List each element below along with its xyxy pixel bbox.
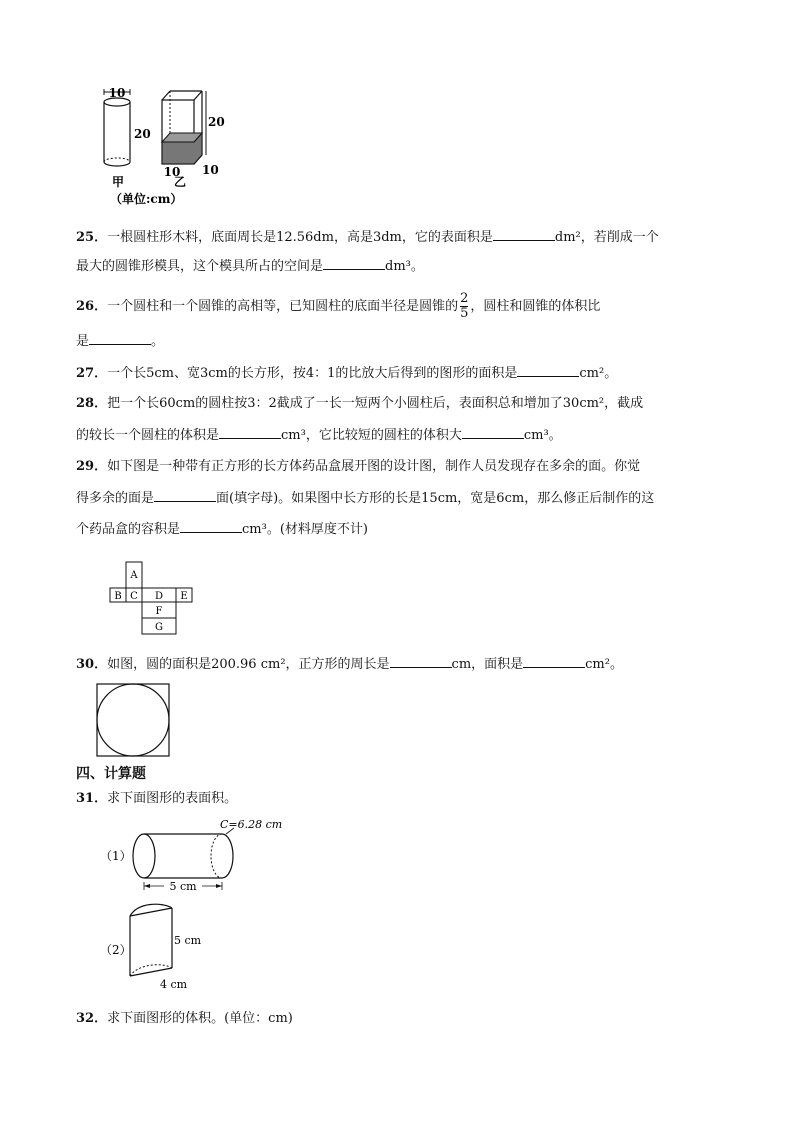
q31-line: 31．求下面图形的表面积。 bbox=[76, 791, 238, 806]
q25-line2: 最大的圆锥形模具，这个模具所占的空间是 dm³。 bbox=[76, 259, 424, 274]
net-label-b: B bbox=[114, 591, 122, 602]
net-label-f: F bbox=[155, 606, 163, 617]
q29-number: 29． bbox=[76, 459, 108, 474]
q27-line: 27．一个长5cm、宽3cm的长方形，按4：1的比放大后得到的图形的面积是 cm²。 bbox=[76, 366, 618, 381]
q26-line2: 是 。 bbox=[76, 334, 165, 349]
yi-label: 乙 bbox=[173, 175, 187, 189]
q25-number: 25． bbox=[76, 230, 108, 245]
net-label-g: G bbox=[155, 622, 163, 633]
net-label-c: C bbox=[130, 591, 138, 602]
q32-number: 32． bbox=[76, 1011, 108, 1026]
q25-blank-1[interactable] bbox=[493, 228, 555, 241]
q30-blank-2[interactable] bbox=[523, 655, 585, 668]
fig1-circumference: C=6.28 cm bbox=[220, 818, 283, 831]
net-label-e: E bbox=[180, 591, 188, 602]
net-label-d: D bbox=[154, 591, 164, 602]
fig1-length: 5 cm bbox=[169, 880, 197, 893]
box-net-figure bbox=[108, 560, 198, 636]
jia-height: 20 bbox=[134, 127, 151, 141]
q26-number: 26． bbox=[76, 299, 108, 314]
q31-figure-half-cylinder bbox=[98, 900, 238, 996]
jia-width: 10 bbox=[108, 86, 126, 100]
q31-figure-cylinder bbox=[98, 812, 318, 894]
q28-line1: 28．把一个长60cm的圆柱按3：2截成了一长一短两个小圆柱后，表面积总和增加了30cm²，截成 bbox=[76, 396, 644, 411]
section-calculation-title: 四、计算题 bbox=[76, 766, 146, 782]
q31-number: 31． bbox=[76, 791, 108, 806]
fig2-height: 5 cm bbox=[174, 934, 202, 947]
q26-fraction: $\frac{2}{5}$ bbox=[460, 291, 469, 321]
q28-blank-1[interactable] bbox=[219, 426, 281, 439]
yi-height: 20 bbox=[208, 115, 225, 129]
q30-line: 30．如图，圆的面积是200.96 cm²，正方形的周长是 cm，面积是 cm²。 bbox=[76, 657, 623, 672]
jia-label: 甲 bbox=[111, 175, 125, 189]
q30-number: 30． bbox=[76, 657, 108, 672]
net-label-a: A bbox=[130, 570, 138, 581]
fig1-label: （1） bbox=[100, 849, 132, 863]
q25-line1: 25．一根圆柱形木料，底面周长是12.56dm，高是3dm，它的表面积是 dm²，若削成一个 bbox=[76, 230, 659, 245]
yi-depth: 10 bbox=[202, 163, 219, 177]
q32-line: 32．求下面图形的体积。(单位：cm) bbox=[76, 1011, 293, 1026]
fig2-label: （2） bbox=[100, 943, 132, 957]
q26-blank[interactable] bbox=[89, 332, 151, 345]
q29-line3: 个药品盒的容积是 cm³。(材料厚度不计) bbox=[76, 522, 368, 537]
q30-blank-1[interactable] bbox=[390, 655, 452, 668]
q28-number: 28． bbox=[76, 396, 108, 411]
unit-note: （单位:cm） bbox=[110, 192, 183, 206]
figure-jia-yi bbox=[92, 86, 232, 211]
q29-line2: 得多余的面是 面(填字母)。如果图中长方形的长是15cm，宽是6cm，那么修正后制作的这 bbox=[76, 491, 655, 506]
yi-front: 10 bbox=[163, 165, 181, 179]
q27-blank[interactable] bbox=[517, 364, 579, 377]
q29-line1: 29．如下图是一种带有正方形的长方体药品盒展开图的设计图，制作人员发现存在多余的面。你觉 bbox=[76, 459, 641, 474]
q28-blank-2[interactable] bbox=[462, 426, 524, 439]
q27-number: 27． bbox=[76, 366, 108, 381]
q28-line2: 的较长一个圆柱的体积是 cm³，它比较短的圆柱的体积大 cm³。 bbox=[76, 428, 562, 443]
q25-blank-2[interactable] bbox=[323, 257, 385, 270]
q29-blank-1[interactable] bbox=[154, 489, 216, 502]
fig2-width: 4 cm bbox=[160, 978, 188, 991]
circle-in-square-figure bbox=[96, 683, 170, 757]
q29-blank-2[interactable] bbox=[180, 520, 242, 533]
q26-line1: 26．一个圆柱和一个圆锥的高相等，已知圆柱的底面半径是圆锥的 $\frac{2}{5}$ ，圆柱和圆锥的体积比 bbox=[76, 291, 601, 321]
